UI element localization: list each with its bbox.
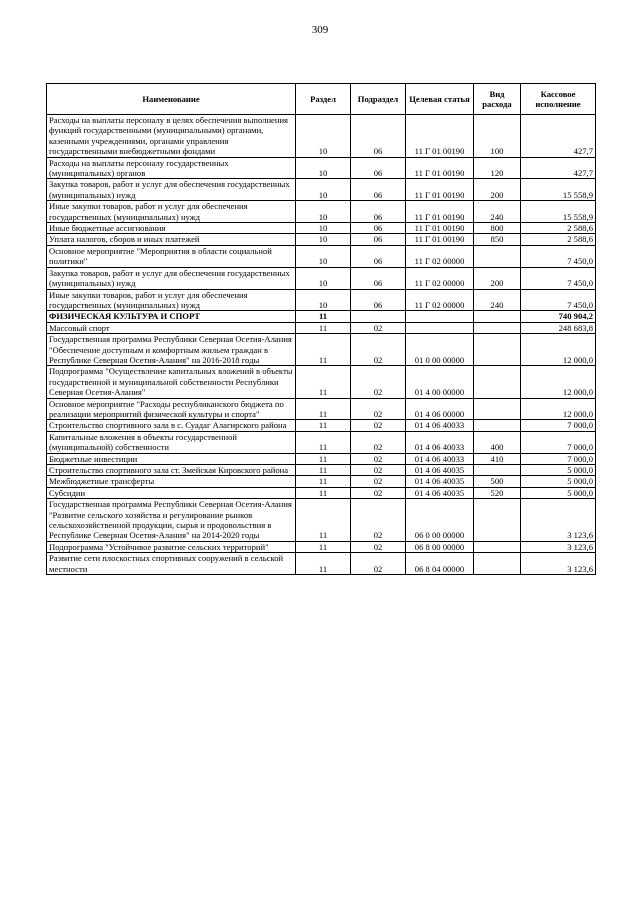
cell-podrazdel — [351, 311, 406, 322]
cell-podrazdel: 02 — [351, 476, 406, 487]
table-row — [47, 334, 596, 366]
cell-razdel: 11 — [296, 431, 351, 453]
cell-name: Субсидии — [47, 487, 296, 498]
cell-podrazdel: 06 — [351, 179, 406, 201]
cell-name: Основное мероприятие "Расходы республиканского бюджета по реализации мероприятий физической культуры и спорта" — [47, 398, 296, 420]
cell-vid — [474, 541, 521, 552]
cell-vid: 200 — [474, 179, 521, 201]
cell-vid — [474, 366, 521, 398]
cell-vid — [474, 334, 521, 366]
cell-name: Иные закупки товаров, работ и услуг для обеспечения государственных (муниципальных) нужд — [47, 201, 296, 223]
cell-vid: 800 — [474, 223, 521, 234]
cell-podrazdel: 06 — [351, 157, 406, 179]
header-podrazdel: Подраздел — [351, 84, 406, 115]
cell-podrazdel: 06 — [351, 223, 406, 234]
cell-statya: 11 Г 01 00190 — [406, 157, 474, 179]
cell-statya: 06 0 00 00000 — [406, 499, 474, 542]
header-sum: Кассовое исполнение — [521, 84, 596, 115]
cell-name: Уплата налогов, сборов и иных платежей — [47, 234, 296, 245]
cell-vid: 120 — [474, 157, 521, 179]
table-row — [47, 289, 596, 311]
cell-vid — [474, 322, 521, 333]
cell-podrazdel: 02 — [351, 431, 406, 453]
cell-podrazdel: 02 — [351, 499, 406, 542]
cell-statya: 01 0 00 00000 — [406, 334, 474, 366]
budget-table — [46, 83, 596, 575]
table-row — [47, 322, 596, 333]
cell-razdel: 10 — [296, 289, 351, 311]
cell-name: Капитальные вложения в объекты государственной (муниципальной) собственности — [47, 431, 296, 453]
cell-statya: 01 4 06 40033 — [406, 453, 474, 464]
cell-vid — [474, 499, 521, 542]
cell-sum: 7 000,0 — [521, 431, 596, 453]
table-row — [47, 157, 596, 179]
cell-sum: 427,7 — [521, 115, 596, 158]
cell-vid: 850 — [474, 234, 521, 245]
cell-podrazdel: 06 — [351, 245, 406, 267]
cell-razdel: 10 — [296, 245, 351, 267]
cell-razdel: 11 — [296, 487, 351, 498]
cell-razdel: 10 — [296, 223, 351, 234]
cell-podrazdel: 02 — [351, 366, 406, 398]
cell-name: ФИЗИЧЕСКАЯ КУЛЬТУРА И СПОРТ — [47, 311, 296, 322]
table-row — [47, 366, 596, 398]
table-row — [47, 553, 596, 575]
cell-sum: 15 558,9 — [521, 201, 596, 223]
cell-name: Расходы на выплаты персоналу в целях обеспечения выполнения функций государственными (муниципальными) органами, казенными учреждениями, органами управления государственными внебюджетными фондами — [47, 115, 296, 158]
cell-razdel: 11 — [296, 334, 351, 366]
cell-podrazdel: 02 — [351, 334, 406, 366]
cell-sum: 12 000,0 — [521, 366, 596, 398]
cell-razdel: 11 — [296, 465, 351, 476]
header-name: Наименование — [47, 84, 296, 115]
cell-name: Межбюджетные трансферты — [47, 476, 296, 487]
cell-sum: 5 000,0 — [521, 487, 596, 498]
cell-podrazdel: 02 — [351, 398, 406, 420]
cell-name: Подпрограмма "Устойчивое развитие сельских территорий" — [47, 541, 296, 552]
cell-name: Массовый спорт — [47, 322, 296, 333]
table-row — [47, 420, 596, 431]
table-row — [47, 453, 596, 464]
cell-razdel: 11 — [296, 398, 351, 420]
table-row — [47, 201, 596, 223]
table-row — [47, 245, 596, 267]
cell-sum: 7 450,0 — [521, 245, 596, 267]
cell-sum: 5 000,0 — [521, 465, 596, 476]
cell-razdel: 11 — [296, 541, 351, 552]
cell-name: Строительство спортивного зала ст. Змейская Кировского района — [47, 465, 296, 476]
cell-vid — [474, 311, 521, 322]
cell-sum: 12 000,0 — [521, 334, 596, 366]
cell-podrazdel: 02 — [351, 453, 406, 464]
cell-sum: 12 000,0 — [521, 398, 596, 420]
cell-name: Закупка товаров, работ и услуг для обеспечения государственных (муниципальных) нужд — [47, 179, 296, 201]
cell-razdel: 11 — [296, 322, 351, 333]
cell-podrazdel: 06 — [351, 201, 406, 223]
cell-name: Иные закупки товаров, работ и услуг для обеспечения государственных (муниципальных) нужд — [47, 289, 296, 311]
table-row — [47, 476, 596, 487]
cell-vid: 500 — [474, 476, 521, 487]
cell-sum: 740 904,2 — [521, 311, 596, 322]
cell-podrazdel: 02 — [351, 487, 406, 498]
cell-razdel: 10 — [296, 234, 351, 245]
header-razdel: Раздел — [296, 84, 351, 115]
table-row — [47, 179, 596, 201]
cell-statya: 11 Г 02 00000 — [406, 289, 474, 311]
table-header-row — [47, 84, 596, 115]
cell-razdel: 11 — [296, 553, 351, 575]
table-row — [47, 223, 596, 234]
cell-vid: 520 — [474, 487, 521, 498]
cell-statya: 01 4 00 00000 — [406, 366, 474, 398]
cell-sum: 15 558,9 — [521, 179, 596, 201]
cell-sum: 7 450,0 — [521, 289, 596, 311]
cell-name: Подпрограмма "Осуществление капитальных вложений в объекты государственной и муниципальной собственности Республики Северная Осетия-Алания" — [47, 366, 296, 398]
cell-podrazdel: 02 — [351, 420, 406, 431]
cell-statya: 01 4 06 40033 — [406, 431, 474, 453]
cell-razdel: 11 — [296, 420, 351, 431]
page-number: 309 — [311, 24, 329, 36]
cell-sum: 5 000,0 — [521, 476, 596, 487]
table-row — [47, 311, 596, 322]
cell-sum: 3 123,6 — [521, 553, 596, 575]
cell-statya: 01 4 06 40035 — [406, 487, 474, 498]
cell-podrazdel: 06 — [351, 289, 406, 311]
cell-statya: 11 Г 02 00000 — [406, 267, 474, 289]
table-row — [47, 115, 596, 158]
cell-podrazdel: 06 — [351, 234, 406, 245]
table-row — [47, 234, 596, 245]
cell-razdel: 10 — [296, 157, 351, 179]
table-row — [47, 267, 596, 289]
cell-name: Закупка товаров, работ и услуг для обеспечения государственных (муниципальных) нужд — [47, 267, 296, 289]
cell-razdel: 10 — [296, 179, 351, 201]
cell-podrazdel: 06 — [351, 267, 406, 289]
cell-sum: 248 683,8 — [521, 322, 596, 333]
cell-sum: 2 588,6 — [521, 234, 596, 245]
table-row — [47, 499, 596, 542]
cell-statya: 01 4 06 00000 — [406, 398, 474, 420]
cell-vid: 410 — [474, 453, 521, 464]
cell-podrazdel: 02 — [351, 553, 406, 575]
cell-name: Иные бюджетные ассигнования — [47, 223, 296, 234]
cell-sum: 3 123,6 — [521, 541, 596, 552]
cell-razdel: 11 — [296, 476, 351, 487]
cell-name: Строительство спортивного зала в с. Суадаг Алагирского района — [47, 420, 296, 431]
cell-podrazdel: 02 — [351, 541, 406, 552]
cell-razdel: 11 — [296, 453, 351, 464]
cell-sum: 7 000,0 — [521, 453, 596, 464]
cell-statya — [406, 311, 474, 322]
table-row — [47, 487, 596, 498]
cell-razdel: 10 — [296, 115, 351, 158]
header-statya: Целевая статья — [406, 84, 474, 115]
cell-razdel: 11 — [296, 311, 351, 322]
cell-podrazdel: 06 — [351, 115, 406, 158]
cell-name: Государственная программа Республики Северная Осетия-Алания "Обеспечение доступным и комфортным жильем граждан в Республике Северная Осетия-Алания" на 2016-2018 годы — [47, 334, 296, 366]
cell-vid: 240 — [474, 289, 521, 311]
cell-vid: 200 — [474, 267, 521, 289]
cell-name: Развитие сети плоскостных спортивных сооружений в сельской местности — [47, 553, 296, 575]
cell-statya: 11 Г 01 00190 — [406, 179, 474, 201]
cell-statya: 01 4 06 40035 — [406, 465, 474, 476]
table-row — [47, 541, 596, 552]
cell-statya: 06 8 04 00000 — [406, 553, 474, 575]
table-row — [47, 431, 596, 453]
cell-statya — [406, 322, 474, 333]
cell-sum: 7 000,0 — [521, 420, 596, 431]
cell-vid — [474, 420, 521, 431]
cell-vid: 100 — [474, 115, 521, 158]
cell-sum: 2 588,6 — [521, 223, 596, 234]
cell-podrazdel: 02 — [351, 465, 406, 476]
cell-vid: 400 — [474, 431, 521, 453]
cell-razdel: 11 — [296, 499, 351, 542]
cell-statya: 11 Г 01 00190 — [406, 201, 474, 223]
cell-statya: 11 Г 01 00190 — [406, 223, 474, 234]
cell-statya: 11 Г 01 00190 — [406, 234, 474, 245]
table-body — [47, 115, 596, 575]
cell-statya: 11 Г 02 00000 — [406, 245, 474, 267]
header-vid: Вид расхода — [474, 84, 521, 115]
cell-sum: 427,7 — [521, 157, 596, 179]
table-row — [47, 465, 596, 476]
cell-statya: 11 Г 01 00190 — [406, 115, 474, 158]
cell-vid — [474, 398, 521, 420]
cell-razdel: 11 — [296, 366, 351, 398]
cell-name: Бюджетные инвестиции — [47, 453, 296, 464]
table-row — [47, 398, 596, 420]
cell-statya: 01 4 06 40033 — [406, 420, 474, 431]
cell-podrazdel: 02 — [351, 322, 406, 333]
cell-name: Основное мероприятие "Мероприятия в области социальной политики" — [47, 245, 296, 267]
cell-razdel: 10 — [296, 267, 351, 289]
cell-vid — [474, 465, 521, 476]
cell-razdel: 10 — [296, 201, 351, 223]
cell-vid: 240 — [474, 201, 521, 223]
cell-sum: 7 450,0 — [521, 267, 596, 289]
cell-name: Государственная программа Республики Северная Осетия-Алания "Развитие сельского хозяйства и регулирование рынков сельскохозяйственной продукции, сырья и продовольствия в Республике Северная Осетия-Алания" на 2014-2020 годы — [47, 499, 296, 542]
cell-statya: 01 4 06 40035 — [406, 476, 474, 487]
cell-vid — [474, 553, 521, 575]
cell-vid — [474, 245, 521, 267]
cell-sum: 3 123,6 — [521, 499, 596, 542]
cell-name: Расходы на выплаты персоналу государственных (муниципальных) органов — [47, 157, 296, 179]
cell-statya: 06 8 00 00000 — [406, 541, 474, 552]
